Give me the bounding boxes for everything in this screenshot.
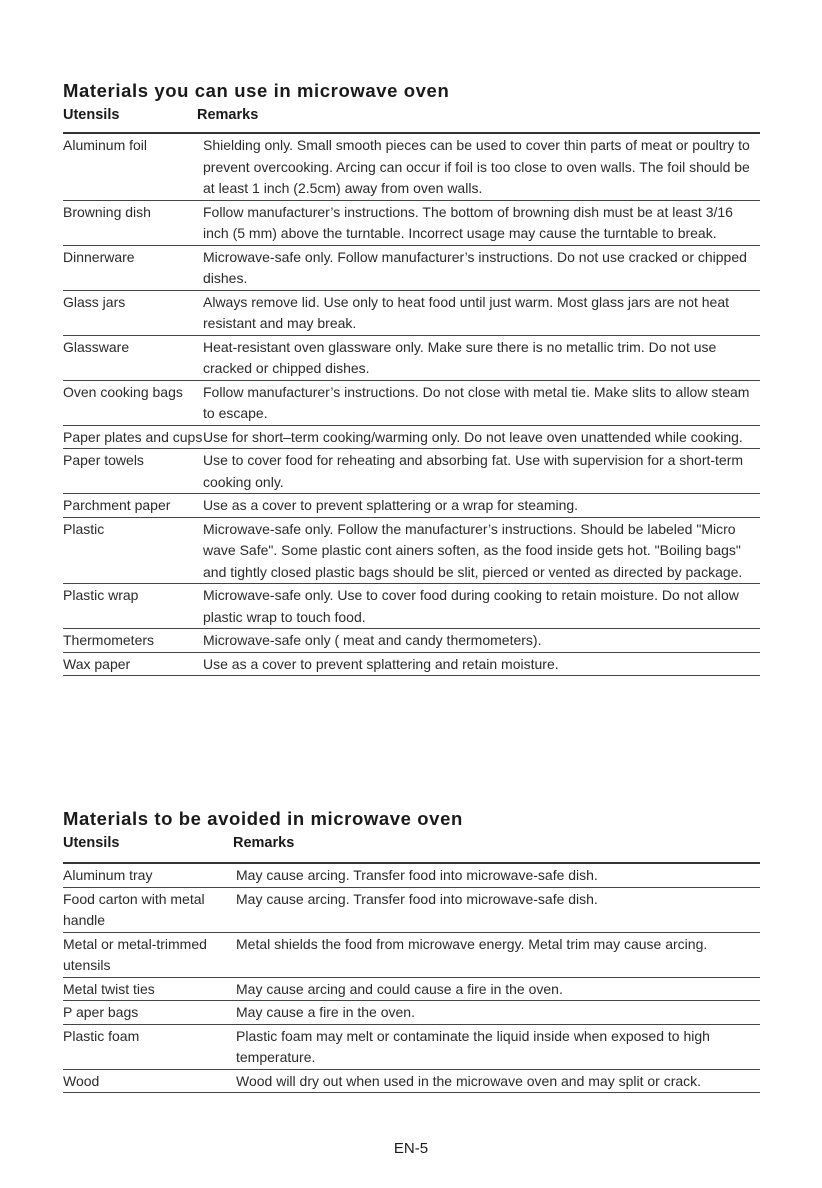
remarks-cell: May cause arcing. Transfer food into microwave-safe dish. bbox=[236, 890, 598, 907]
remarks-cell: Always remove lid. Use only to heat food until just warm. Most glass jars are not heat resistant and may break. bbox=[203, 293, 730, 331]
remarks-cell: Follow manufacturer’s instructions. The bottom of browning dish must be at least 3/16 inch (5 mm) above the turntable. Incorrect usage may cause the turntable to break. bbox=[203, 203, 733, 241]
remarks-cell: Shielding only. Small smooth pieces can be used to cover thin parts of meat or poultry to prevent overcooking. Arcing can occur if foil is too close to oven walls. The foil should be at least 1 inch (2.5cm) away from oven walls. bbox=[203, 137, 750, 196]
remarks-cell: Use for short–term cooking/warming only. Do not leave oven unattended while cooking. bbox=[203, 428, 743, 445]
section-title-avoided-materials: Materials to be avoided in microwave oven bbox=[63, 808, 463, 829]
table-row bbox=[63, 134, 760, 201]
table-row bbox=[63, 629, 760, 653]
table-row bbox=[63, 291, 760, 336]
table-row bbox=[63, 336, 760, 381]
table-row bbox=[63, 1025, 760, 1070]
table-row bbox=[63, 246, 760, 291]
table-row bbox=[63, 978, 760, 1002]
section-title-safe-materials: Materials you can use in microwave oven bbox=[63, 80, 450, 101]
table-row bbox=[63, 381, 760, 426]
utensil-cell: Dinnerware bbox=[63, 248, 135, 265]
utensil-cell: Aluminum tray bbox=[63, 867, 153, 883]
remarks-cell: Plastic foam may melt or contaminate the liquid inside when exposed to high temperature. bbox=[236, 1027, 710, 1065]
utensil-cell: Plastic bbox=[63, 520, 105, 537]
utensil-cell: Paper towels bbox=[63, 452, 144, 468]
utensil-cell: Aluminum foil bbox=[63, 137, 148, 153]
utensil-cell: Metal twist ties bbox=[63, 980, 155, 997]
table-row bbox=[63, 201, 760, 246]
utensil-cell: Glass jars bbox=[63, 293, 126, 310]
utensil-cell: Paper plates and cups bbox=[63, 428, 203, 445]
table-row bbox=[63, 933, 760, 978]
utensil-cell: Thermometers bbox=[63, 632, 155, 648]
remarks-cell: Microwave-safe only. Follow the manufacturer’s instructions. Should be labeled "Micro wave Safe". Some plastic cont ainers soften, as the food inside gets hot. "Boiling bags" and tightly closed plastic bags should be slit, pierced or vented as directed by package. bbox=[203, 520, 743, 580]
remarks-cell: May cause a fire in the oven. bbox=[236, 1004, 415, 1020]
column-header-utensils: Utensils bbox=[63, 835, 120, 851]
table-row bbox=[63, 518, 760, 585]
remarks-cell: Wood will dry out when used in the microwave oven and may split or crack. bbox=[236, 1072, 702, 1089]
remarks-cell: Use to cover food for reheating and absorbing fat. Use with supervision for a short-term cooking only. bbox=[203, 452, 744, 490]
utensil-cell: Parchment paper bbox=[63, 497, 171, 513]
table-row bbox=[63, 494, 760, 518]
column-header-utensils: Utensils bbox=[63, 107, 120, 123]
remarks-cell: Metal shields the food from microwave energy. Metal trim may cause arcing. bbox=[236, 935, 708, 952]
table-row bbox=[63, 864, 760, 888]
table-row bbox=[63, 426, 760, 450]
avoided-materials-table bbox=[63, 862, 760, 1093]
column-header-remarks: Remarks bbox=[197, 107, 259, 123]
page-number: EN-5 bbox=[393, 1140, 429, 1157]
utensil-cell: Wax paper bbox=[63, 655, 131, 672]
table-row bbox=[63, 1001, 760, 1025]
column-header-remarks: Remarks bbox=[233, 835, 295, 851]
remarks-cell: Microwave-safe only. Use to cover food during cooking to retain moisture. Do not allow plastic wrap to touch food. bbox=[203, 587, 739, 625]
remarks-cell: Microwave-safe only. Follow manufacturer’s instructions. Do not use cracked or chipped dishes. bbox=[203, 248, 747, 286]
utensil-cell: Plastic foam bbox=[63, 1027, 140, 1044]
safe-materials-table bbox=[63, 132, 760, 676]
remarks-cell: Use as a cover to prevent splattering and retain moisture. bbox=[203, 655, 559, 672]
utensil-cell: Oven cooking bags bbox=[63, 383, 183, 400]
table-row bbox=[63, 888, 760, 933]
utensil-cell: Plastic wrap bbox=[63, 587, 139, 603]
table-row bbox=[63, 449, 760, 494]
remarks-cell: Use as a cover to prevent splattering or a wrap for steaming. bbox=[203, 497, 579, 513]
utensil-cell: Glassware bbox=[63, 338, 130, 355]
utensil-cell: Food carton with metal handle bbox=[63, 890, 205, 928]
utensil-cell: Browning dish bbox=[63, 203, 151, 220]
table-row bbox=[63, 584, 760, 629]
table-row bbox=[63, 1070, 760, 1094]
remarks-cell: May cause arcing and could cause a fire in the oven. bbox=[236, 980, 563, 997]
remarks-cell: Heat-resistant oven glassware only. Make sure there is no metallic trim. Do not use cracked or chipped dishes. bbox=[203, 338, 717, 376]
remarks-cell: May cause arcing. Transfer food into microwave-safe dish. bbox=[236, 867, 598, 883]
remarks-cell: Follow manufacturer’s instructions. Do not close with metal tie. Make slits to allow steam to escape. bbox=[203, 383, 750, 421]
table-row bbox=[63, 653, 760, 677]
utensil-cell: Metal or metal-trimmed utensils bbox=[63, 935, 207, 973]
remarks-cell: Microwave-safe only ( meat and candy thermometers). bbox=[203, 632, 542, 648]
utensil-cell: P aper bags bbox=[63, 1004, 139, 1020]
utensil-cell: Wood bbox=[63, 1072, 100, 1089]
